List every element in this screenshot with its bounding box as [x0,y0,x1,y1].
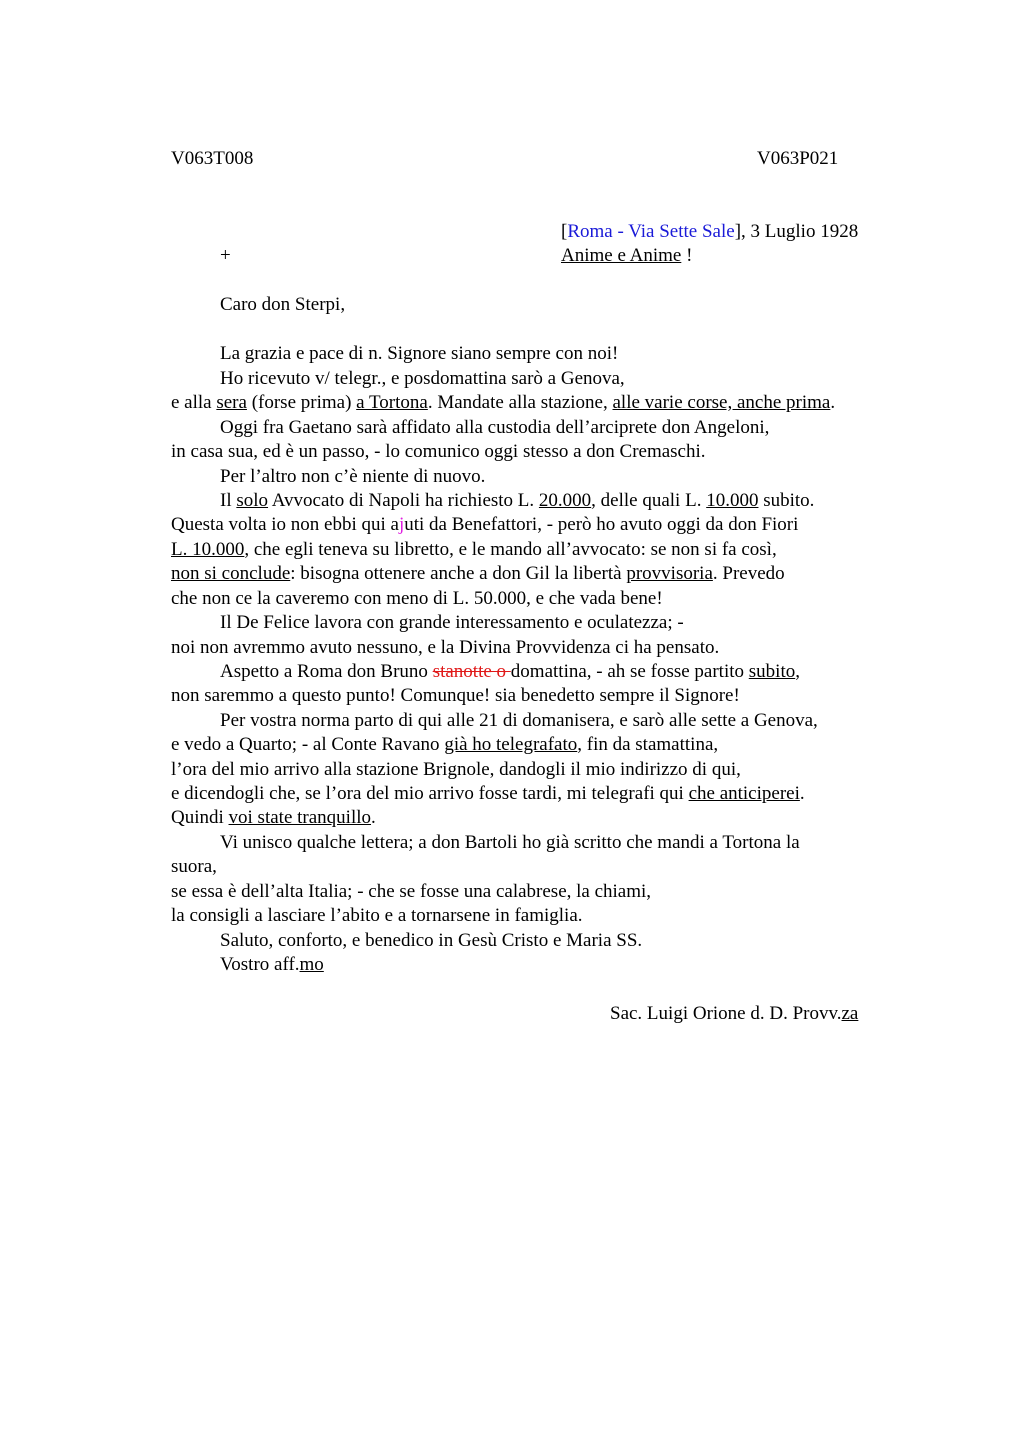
body-line: Oggi fra Gaetano sarà affidato alla custodia dell’arciprete don Angeloni, [220,417,770,438]
body-line [220,660,800,684]
body-line [220,489,814,513]
body-line: l’ora del mio arrivo alla stazione Brignole, dandogli il mio indirizzo di qui, [171,759,741,780]
body-line: noi non avremmo avuto nessuno, e la Divina Provvidenza ci ha pensato. [171,637,720,658]
underlined-segment: solo [236,490,269,511]
motto-text: Anime e Anime [561,245,682,266]
body-line [171,562,785,586]
place-date-line [561,220,858,244]
text-segment: Quindi [171,807,229,828]
signature-suffix: za [841,1003,859,1024]
text-segment: domattina, - ah se fosse partito [510,661,749,682]
motto-suffix: ! [681,245,693,266]
underlined-segment: sera [216,392,247,413]
text-segment: Il [220,490,237,511]
underlined-segment: non si conclude [171,563,291,584]
text-segment: , fin da stamattina, [577,734,719,755]
text-segment: (forse prima) [246,392,357,413]
underlined-segment: a Tortona [356,392,428,413]
text-segment: e vedo a Quarto; - al Conte Ravano [171,734,445,755]
underlined-segment: L. 10.000 [171,539,245,560]
body-line: Per vostra norma parto di qui alle 21 di domanisera, e sarò alle sette a Genova, [220,710,818,731]
text-segment: Vostro aff. [220,954,300,975]
inserted-letter: j [398,514,405,535]
underlined-segment: provvisoria [626,563,713,584]
page-code-right: V063P021 [757,148,839,169]
body-line: in casa sua, ed è un passo, - lo comunico oggi stesso a don Cremaschi. [171,441,706,462]
text-segment: uti da Benefattori, - però ho avuto oggi da don Fiori [404,514,799,535]
text-segment: Questa volta io non ebbi qui a [171,514,399,535]
text-segment: . [799,783,805,804]
body-line: Per l’altro non c’è niente di nuovo. [220,466,486,487]
underlined-segment: alle varie corse, anche prima [612,392,831,413]
text-segment: , [795,661,800,682]
text-segment: . Prevedo [712,563,785,584]
text-segment: subito. [758,490,815,511]
underlined-segment: 20.000 [538,490,592,511]
salutation: Caro don Sterpi, [220,294,346,315]
body-line: se essa è dell’alta Italia; - che se fosse una calabrese, la chiami, [171,881,652,902]
text-segment: e dicendogli che, se l’ora del mio arrivo fosse tardi, mi telegrafi qui [171,783,689,804]
signature [610,1002,858,1026]
body-line [171,391,835,415]
body-line: Saluto, conforto, e benedico in Gesù Cristo e Maria SS. [220,930,643,951]
underlined-segment: mo [299,954,324,975]
cross-symbol: + [220,245,231,266]
signature-text: Sac. Luigi Orione d. D. Provv. [610,1003,842,1024]
body-line: Vi unisco qualche lettera; a don Bartoli ho già scritto che mandi a Tortona la [220,832,800,853]
body-line [171,538,777,562]
underlined-segment: già ho telegrafato [444,734,578,755]
motto-line [561,244,692,268]
bracket-open: [ [561,221,568,242]
body-line [171,806,376,830]
underlined-segment: voi state tranquillo [228,807,372,828]
place-name: Roma - Via Sette Sale [567,221,735,242]
document-code-left: V063T008 [171,148,254,169]
text-segment: . [830,392,836,413]
body-line: la consigli a lasciare l’abito e a tornarsene in famiglia. [171,905,583,926]
text-segment: Aspetto a Roma don Bruno [220,661,433,682]
text-segment: , che egli teneva su libretto, e le mando all’avvocato: se non si fa così, [244,539,777,560]
body-line [171,733,718,757]
text-segment: . Mandate alla stazione, [427,392,613,413]
body-line: Il De Felice lavora con grande interessamento e oculatezza; - [220,612,684,633]
underlined-segment: subito [748,661,796,682]
letter-date: , 3 Luglio 1928 [741,221,859,242]
body-line [171,782,805,806]
underlined-segment: 10.000 [706,490,759,511]
text-segment: . [371,807,376,828]
body-line [171,513,798,537]
body-line: suora, [171,856,217,877]
body-line: Ho ricevuto v/ telegr., e posdomattina sarò a Genova, [220,368,625,389]
text-segment: , delle quali L. [591,490,707,511]
bracket-close: ] [734,221,742,242]
body-line: non saremmo a questo punto! Comunque! sia benedetto sempre il Signore! [171,685,740,706]
text-segment: e alla [171,392,217,413]
body-line: La grazia e pace di n. Signore siano sempre con noi! [220,343,619,364]
body-line: che non ce la caveremo con meno di L. 50.000, e che vada bene! [171,588,663,609]
closing-line [220,953,324,977]
text-segment: Avvocato di Napoli ha richiesto L. [268,490,539,511]
deleted-text: stanotte o [432,661,511,682]
underlined-segment: che anticiperei [688,783,800,804]
text-segment: : bisogna ottenere anche a don Gil la libertà [290,563,627,584]
